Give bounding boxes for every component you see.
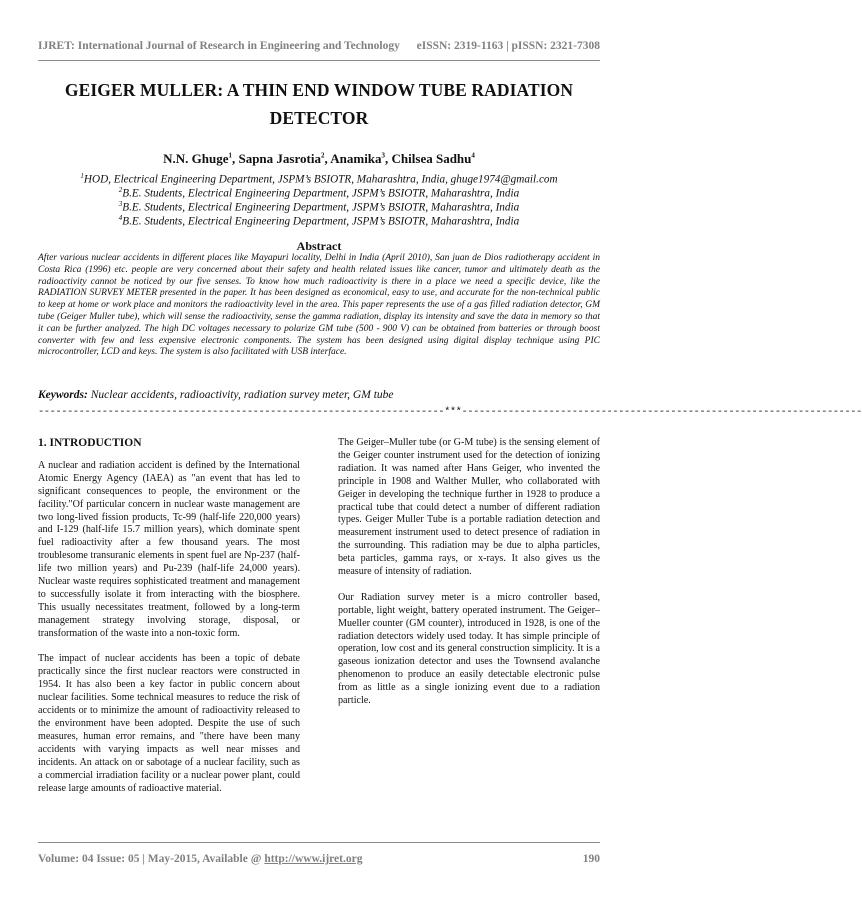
keywords — [38, 389, 600, 401]
author-sup: 4 — [471, 151, 475, 160]
title-line-1: GEIGER MULLER: A THIN END WINDOW TUBE RADIATION — [64, 80, 574, 100]
journal-link[interactable]: http://www.ijret.org — [264, 853, 363, 865]
affiliation-text: B.E. Students, Electrical Engineering Department, JSPM’s BSIOTR, Maharashtra, India — [122, 187, 520, 200]
affiliation-2 — [38, 186, 600, 200]
issn-header: eISSN: 2319-1163 | pISSN: 2321-7308 — [416, 40, 600, 52]
author-name: Chilsea Sadhu — [391, 151, 472, 166]
section-separator: ----------------------------------------------------------------------***--------------------------------------------------------------------- — [38, 406, 862, 418]
author-sup: 2 — [320, 151, 325, 160]
author-list: N.N. Ghuge$^1$, Sapna Jasrotia$^2$, Anamika$^3$, Chilsea Sadhu$^4$ — [163, 151, 475, 166]
affiliation-sup: 1 — [80, 172, 84, 180]
author-name: Anamika — [330, 151, 382, 166]
author-name: Sapna Jasrotia — [238, 151, 321, 166]
affiliation-text: B.E. Students, Electrical Engineering Department, JSPM’s BSIOTR, Maharashtra, India — [122, 215, 520, 228]
right-column — [338, 437, 600, 721]
paragraph: Our Radiation survey meter is a micro controller based, portable, light weight, battery operated instrument. The Geiger–Mueller counter (GM counter), introduced in 1928, is one of the radiation detectors widely used today. It has simple principle of operation, low cost and its general construction simplicity. It is a gaseous ionization detector and uses the Townsend avalanche phenomenon to produce an easily detectable electronic pulse from as little as a single ionizing event due to a radiation particle. — [338, 591, 600, 707]
affiliation-4 — [38, 214, 600, 228]
author-sup: 1 — [228, 151, 232, 160]
abstract-heading: Abstract — [296, 239, 342, 253]
affiliation-3 — [38, 200, 600, 214]
title-line-2: DETECTOR — [269, 108, 369, 128]
affiliation-sup: 3 — [118, 200, 123, 208]
paragraph: The Geiger–Muller tube (or G-M tube) is the sensing element of the Geiger counter instrument used for the detection of ionizing radiation. It was named after Hans Geiger, who invented the principle in 1908 and Walther Muller, who collaborated with Geiger in developing the technique further in 1928 to produce a practical tube that could detect a number of different radiation types. Geiger Muller Tube is a portable radiation detection and measurement instrument used to detect presence of radiation in the surrounding. This radiation may be due to alpha particles, beta particles, gamma rays, or x-rays. It also gives us the measure of intensity of radiation. — [338, 437, 600, 578]
affiliation-sup: 2 — [118, 186, 123, 194]
affiliation-sup: 4 — [118, 214, 123, 222]
abstract-text: After various nuclear accidents in different places like Mayapuri locality, Delhi in India (April 2010), San juan de Dios radiotherapy accident in Costa Rica (1996) etc. people are very concerned about their safety and health related issues like cancer, tumor and ultimately death as the radioactivity cannot be noticed by our five senses. To know how much radioactivity is there in a place we need a specific device, like the RADIATION SURVEY METER presented in the paper. It has been designed as economical, easy to use, and accurate for the non-technical public to keep at home or work place and monitors the radioactivity level in the area. This paper represents the use of a gas filled radiation detector, GM tube (Geiger Muller tube), which will sense the radioactivity, sense the gamma radiation, display its intensity and save the data in memory so that it can be further analyzed. The high DC voltages necessary to polarize GM tube (500 - 900 V) can be obtained from batteries or through boost converter with few and less expensive electronic components. The system has been designed using digital display technique using PIC microcontroller, LCD and keys. The system is also facilitated with USB interface. — [38, 253, 600, 358]
page-number: 190 — [582, 853, 600, 865]
paragraph: The impact of nuclear accidents has been a topic of debate practically since the first nuclear reactors were constructed in 1954. It has also been a key factor in public concern about nuclear facilities. Some technical measures to reduce the risk of accidents or to minimize the amount of radioactivity released to the environment have been adopted. Despite the use of such measures, human error remains, and "there have been many accidents with varying impacts as well near misses and incidents. An attack on or sabotage of a nuclear facility, such as a commercial irradiation facility or a nuclear power plant, could release large amounts of radioactive material. — [38, 653, 300, 794]
footer-text: Volume: 04 Issue: 05 | May-2015, Available @ — [38, 853, 265, 865]
author-sup: 3 — [381, 151, 386, 160]
keywords-label: Keywords: — [38, 389, 88, 401]
affiliation-text: B.E. Students, Electrical Engineering Department, JSPM’s BSIOTR, Maharashtra, India — [122, 201, 520, 214]
keywords-text: Nuclear accidents, radioactivity, radiation survey meter, GM tube — [90, 389, 394, 401]
journal-header: IJRET: International Journal of Research in Engineering and Technology — [38, 40, 400, 52]
footer-volume — [38, 853, 362, 865]
paper-title — [38, 76, 600, 132]
footer-rule — [38, 842, 600, 843]
affiliation-text: HOD, Electrical Engineering Department, JSPM’s BSIOTR, Maharashtra, India, ghuge1974@gmail.com — [83, 173, 558, 186]
left-column — [38, 437, 300, 808]
author-name: N.N. Ghuge — [163, 151, 229, 166]
affiliation-1 — [38, 172, 600, 186]
paragraph: A nuclear and radiation accident is defined by the International Atomic Energy Agency (IAEA) as "an event that has led to significant consequences to people, the environment or the facility."Of particular concern in nuclear waste management are two long-lived fission products, Tc-99 (half-life 220,000 years) and I-129 (half-life 15.7 million years), which dominate spent fuel radioactivity after a few thousand years. The most troublesome transuranic elements in spent fuel are Np-237 (half-life two million years) and Pu-239 (half-life 24,000 years). Nuclear waste requires sophisticated treatment and management to successfully isolate it from interacting with the biosphere. This usually necessitates treatment, followed by a long-term management strategy involving storage, disposal, or transformation of the waste into a non-toxic form. — [38, 459, 300, 639]
section-heading: 1. INTRODUCTION — [38, 437, 142, 449]
header-rule — [38, 60, 600, 61]
